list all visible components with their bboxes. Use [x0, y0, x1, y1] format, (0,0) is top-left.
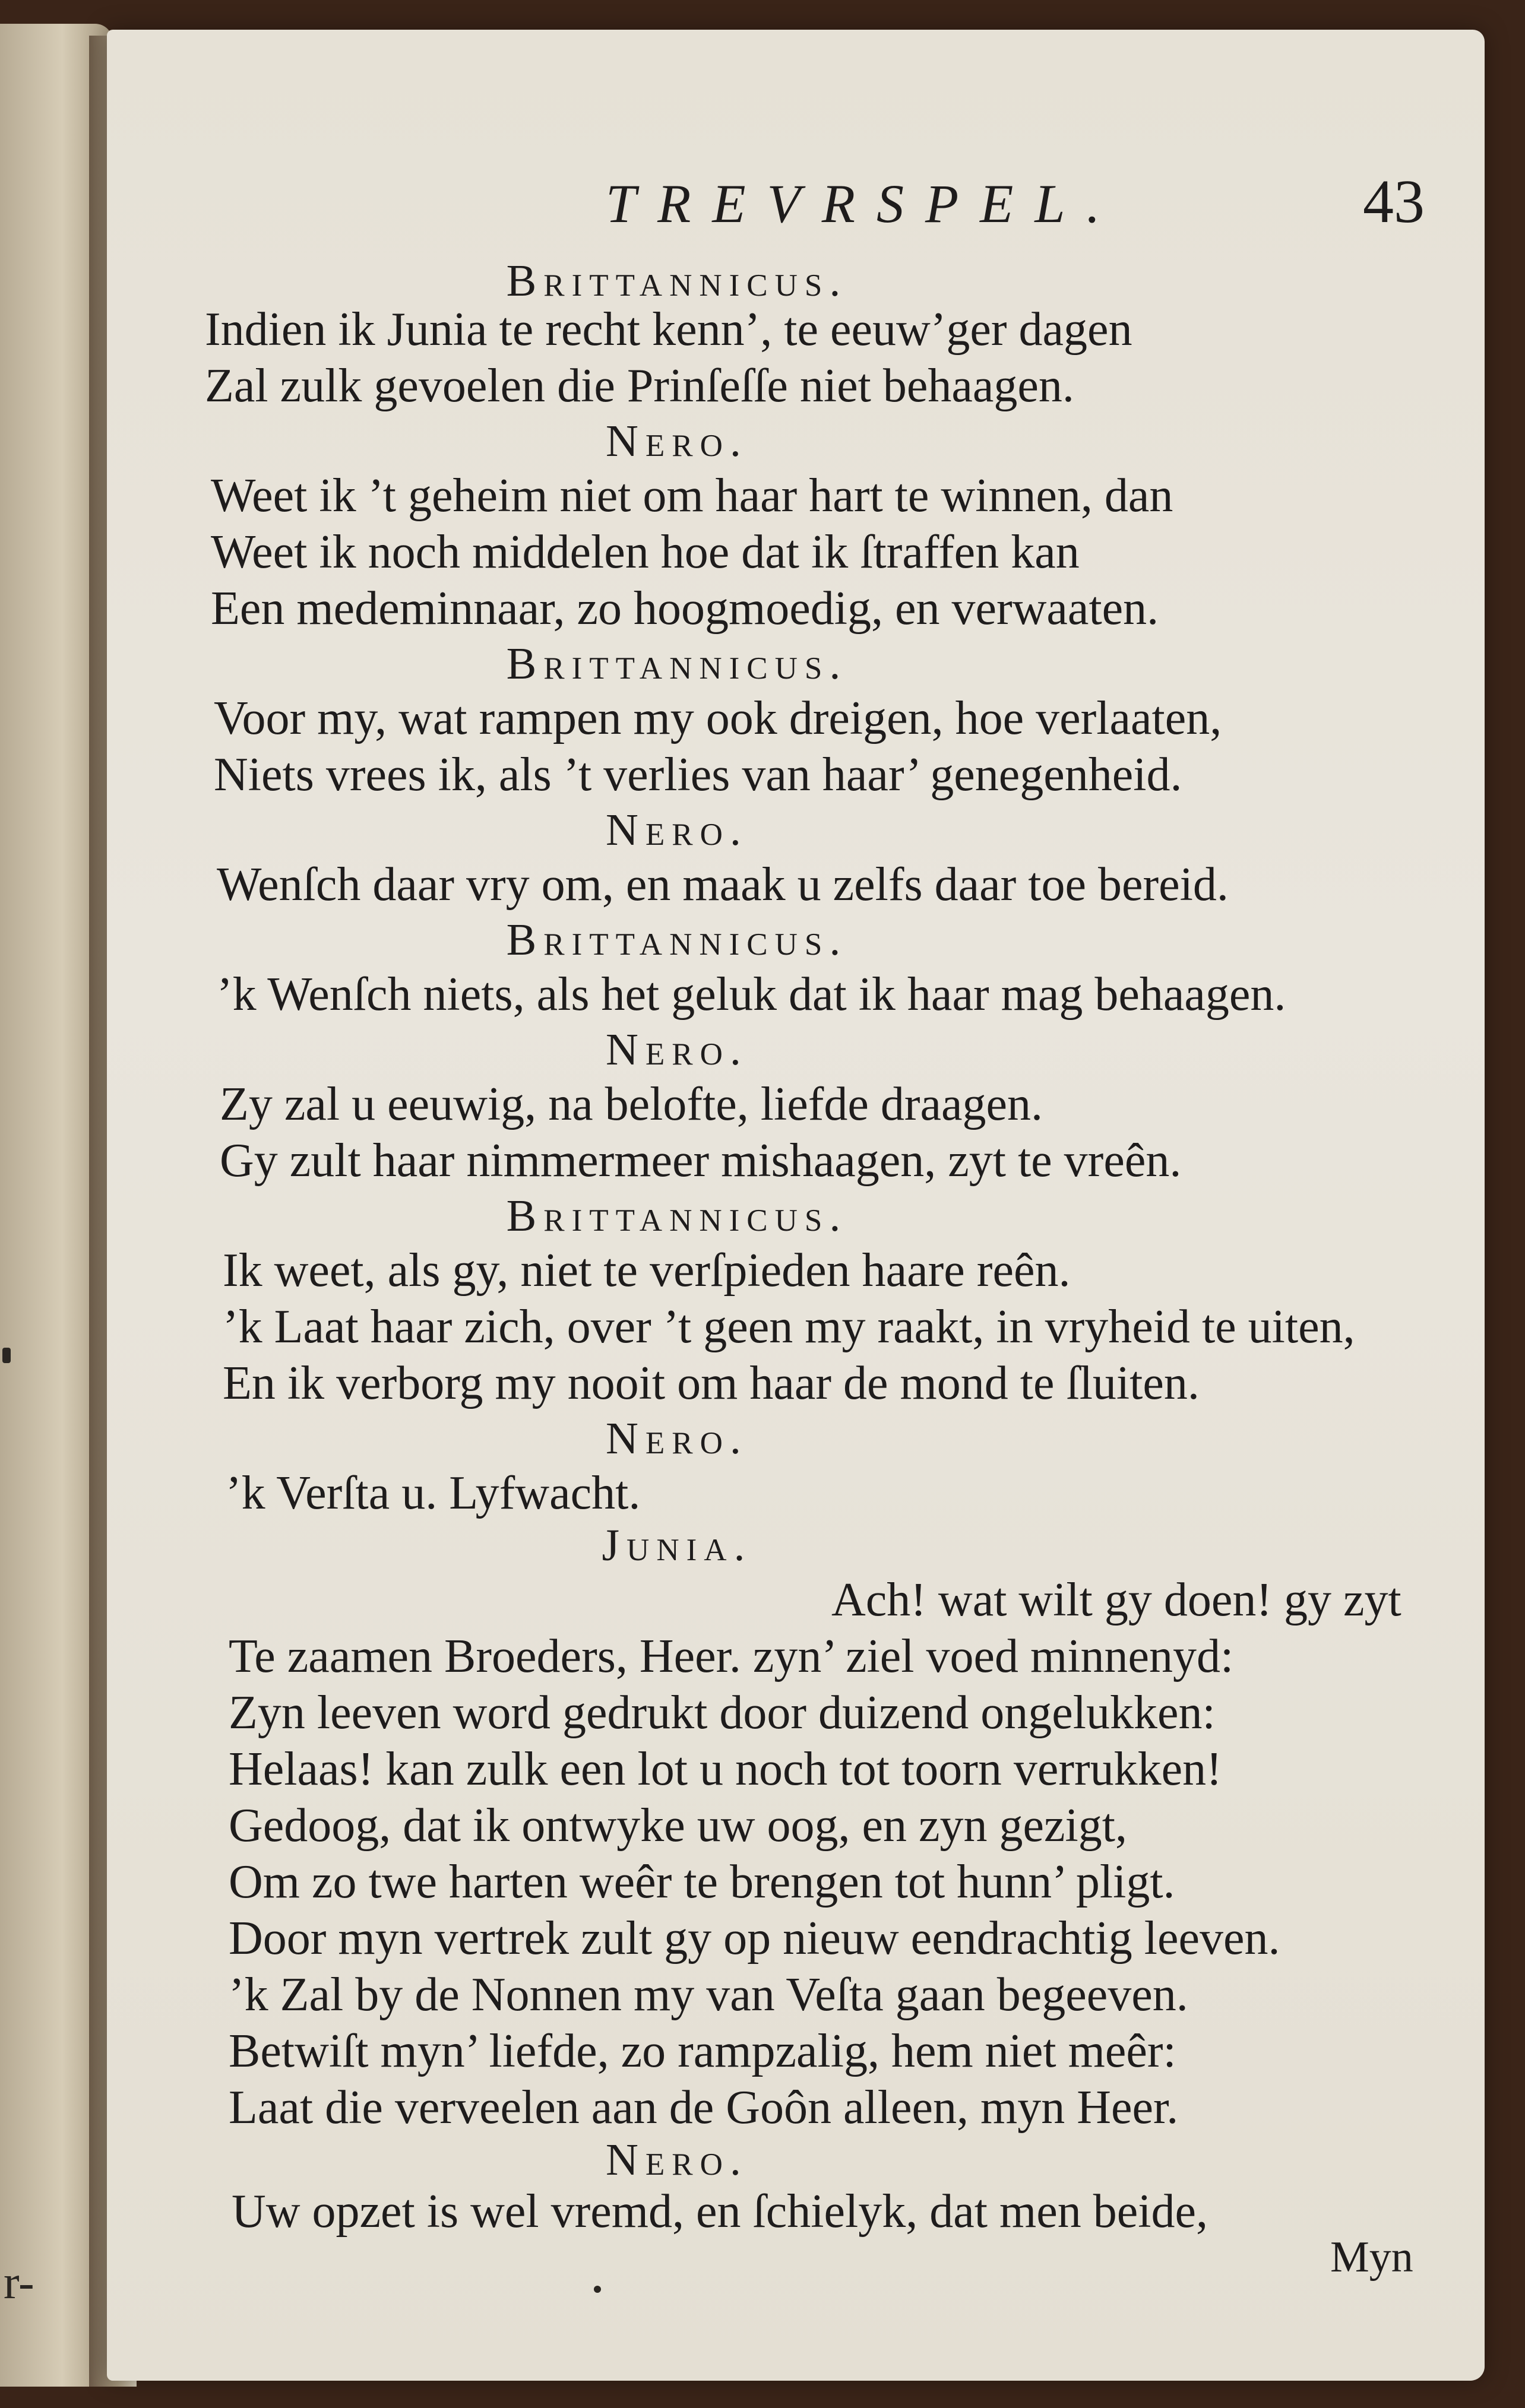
verse-line: Zal zulk gevoelen die Prinſeſſe niet behaagen. [205, 360, 1074, 412]
verse-line: Te zaamen Broeders, Heer. zyn’ ziel voed minnenyd: [229, 1630, 1234, 1683]
verse-line: En ik verborg my nooit om haar de mond te ſluiten. [223, 1357, 1200, 1409]
verse-line: Betwiſt myn’ liefde, zo rampzalig, hem niet meêr: [229, 2025, 1176, 2077]
ink-speck [594, 2286, 601, 2293]
verse-line: Gedoog, dat ik ontwyke uw oog, en zyn gezigt, [229, 1799, 1128, 1852]
page-number: 43 [1363, 167, 1425, 236]
speaker-heading: Nero. [606, 805, 748, 855]
speaker-heading: Brittannicus. [506, 1191, 848, 1241]
verse-line: Uw opzet is wel vremd, en ſchielyk, dat men beide, [232, 2185, 1208, 2238]
verse-line: ’k Wenſch niets, als het geluk dat ik haar mag behaagen. [217, 968, 1286, 1021]
ink-mark [2, 1348, 11, 1363]
verse-line: Door myn vertrek zult gy op nieuw eendrachtig leeven. [229, 1912, 1280, 1965]
verse-line: ’k Verſta u. Lyfwacht. [226, 1467, 641, 1519]
speaker-heading: Brittannicus. [506, 639, 848, 689]
book-page [107, 30, 1485, 2381]
verse-line: Indien ik Junia te recht kenn’, te eeuw’ger dagen [205, 303, 1132, 356]
verse-line: Ach! wat wilt gy doen! gy zyt [831, 1574, 1401, 1626]
verse-line: Niets vrees ik, als ’t verlies van haar’ genegenheid. [214, 749, 1182, 801]
verse-line: ’k Zal by de Nonnen my van Veſta gaan begeeven. [229, 1969, 1188, 2021]
verse-line: Zyn leeven word gedrukt door duizend ongelukken: [229, 1687, 1216, 1739]
verse-line: Een medeminnaar, zo hoogmoedig, en verwaaten. [211, 582, 1159, 635]
verse-line: Om zo twe harten weêr te brengen tot hunn’ pligt. [229, 1856, 1175, 1908]
running-head: TREVRSPEL. [606, 173, 1122, 234]
verse-line: Wenſch daar vry om, en maak u zelfs daar toe bereid. [217, 858, 1229, 911]
verse-line: Zy zal u eeuwig, na belofte, liefde draagen. [220, 1078, 1043, 1130]
verse-line: Weet ik ’t geheim niet om haar hart te winnen, dan [211, 470, 1173, 522]
speaker-heading: Brittannicus. [506, 256, 848, 306]
verse-line: ’k Laat haar zich, over ’t geen my raakt, in vryheid te uiten, [223, 1301, 1355, 1353]
speaker-heading: Nero. [606, 2135, 748, 2185]
verse-line: Helaas! kan zulk een lot u noch tot toorn verrukken! [229, 1743, 1222, 1795]
verse-line: Voor my, wat rampen my ook dreigen, hoe verlaaten, [214, 692, 1222, 744]
verse-line: Weet ik noch middelen hoe dat ik ſtraffen kan [211, 526, 1080, 578]
catchword: Myn [1330, 2233, 1413, 2282]
verse-line: Laat die verveelen aan de Goôn alleen, myn Heer. [229, 2081, 1179, 2134]
speaker-heading: Nero. [606, 1025, 748, 1075]
speaker-heading: Nero. [606, 416, 748, 466]
speaker-heading: Junia. [602, 1520, 752, 1570]
speaker-heading: Brittannicus. [506, 915, 848, 965]
speaker-heading: Nero. [606, 1414, 748, 1463]
facing-page-text-fragment: r- [4, 2257, 34, 2309]
verse-line: Gy zult haar nimmermeer mishaagen, zyt te vreên. [220, 1135, 1182, 1187]
verse-line: Ik weet, als gy, niet te verſpieden haare reên. [223, 1244, 1071, 1297]
